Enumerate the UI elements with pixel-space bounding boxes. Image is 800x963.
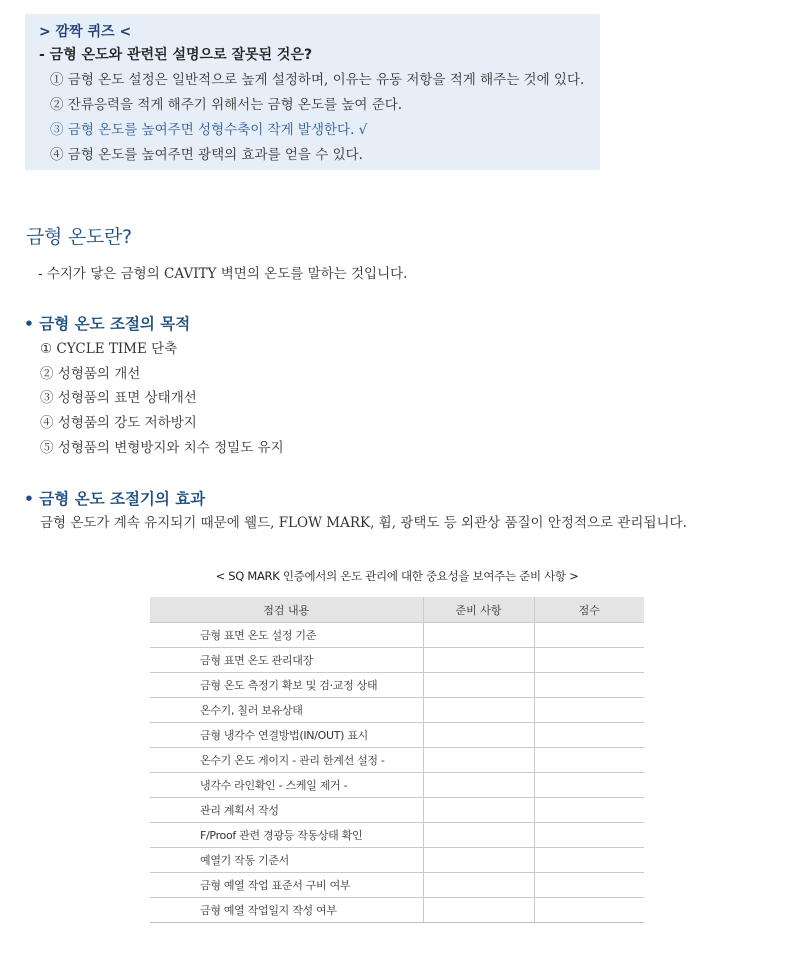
check-item: F/Proof 관련 경광등 작동상태 확인 — [150, 823, 423, 848]
score-cell — [534, 873, 644, 898]
check-item: 금형 예열 작업 표준서 구비 여부 — [150, 873, 423, 898]
check-item: 금형 예열 작업일지 작성 여부 — [150, 898, 423, 923]
check-item: 예열기 작동 기준서 — [150, 848, 423, 873]
table-row — [150, 798, 644, 823]
preparation-cell — [423, 698, 534, 723]
score-cell — [534, 698, 644, 723]
preparation-cell — [423, 648, 534, 673]
quiz-option-4: ④ 금형 온도를 높여주면 광택의 효과를 얻을 수 있다. — [50, 147, 363, 163]
quiz-box — [25, 14, 600, 170]
score-cell — [534, 723, 644, 748]
table-caption: < SQ MARK 인증에서의 온도 관리에 대한 중요성을 보여주는 준비 사항 > — [215, 569, 579, 583]
table-row — [150, 673, 644, 698]
preparation-cell — [423, 848, 534, 873]
preparation-cell — [423, 723, 534, 748]
score-cell — [534, 798, 644, 823]
table-row — [150, 698, 644, 723]
preparation-cell — [423, 623, 534, 648]
list-item: ⑤ 성형품의 변형방지와 치수 정밀도 유지 — [40, 439, 284, 456]
purpose-list — [40, 337, 284, 460]
header-score: 점수 — [534, 597, 644, 623]
quiz-option-2: ② 잔류응력을 적게 해주기 위해서는 금형 온도를 높여 준다. — [50, 97, 403, 113]
header-preparation: 준비 사항 — [423, 597, 534, 623]
table-row — [150, 648, 644, 673]
table-row — [150, 723, 644, 748]
list-item: ② 성형품의 개선 — [40, 365, 141, 382]
check-item: 금형 표면 온도 설정 기준 — [150, 623, 423, 648]
score-cell — [534, 648, 644, 673]
preparation-cell — [423, 823, 534, 848]
score-cell — [534, 898, 644, 923]
definition-heading: 금형 온도란? — [26, 226, 132, 248]
check-item: 온수기 온도 게이지 - 관리 한계선 설정 - — [150, 748, 423, 773]
check-item: 금형 온도 측정기 확보 및 검·교정 상태 — [150, 673, 423, 698]
quiz-question: - 금형 온도와 관련된 설명으로 잘못된 것은? — [39, 47, 313, 63]
table-row — [150, 873, 644, 898]
preparation-cell — [423, 673, 534, 698]
table-row — [150, 773, 644, 798]
table-row — [150, 623, 644, 648]
table-row — [150, 848, 644, 873]
preparation-cell — [423, 898, 534, 923]
table-row — [150, 898, 644, 923]
quiz-title: > 깜짝 퀴즈 < — [39, 24, 132, 40]
checklist-table — [150, 597, 644, 923]
score-cell — [534, 623, 644, 648]
check-item: 관리 계획서 작성 — [150, 798, 423, 823]
preparation-cell — [423, 798, 534, 823]
score-cell — [534, 673, 644, 698]
table-header-row — [150, 597, 644, 623]
preparation-cell — [423, 748, 534, 773]
score-cell — [534, 748, 644, 773]
list-item: ④ 성형품의 강도 저하방지 — [40, 415, 197, 432]
list-item: ① CYCLE TIME 단축 — [40, 341, 178, 357]
check-item: 온수기, 칠러 보유상태 — [150, 698, 423, 723]
check-item: 냉각수 라인확인 - 스케일 제거 - — [150, 773, 423, 798]
check-item: 금형 표면 온도 관리대장 — [150, 648, 423, 673]
list-item: ③ 성형품의 표면 상태개선 — [40, 390, 197, 407]
preparation-cell — [423, 773, 534, 798]
effect-text: 금형 온도가 계속 유지되기 때문에 웰드, FLOW MARK, 휨, 광택도 등 외관상 품질이 안정적으로 관리됩니다. — [40, 515, 687, 531]
header-check-item: 점검 내용 — [150, 597, 423, 623]
preparation-cell — [423, 873, 534, 898]
quiz-option-1: ① 금형 온도 설정은 일반적으로 높게 설정하며, 이유는 유동 저항을 적게 해주는 것에 있다. — [50, 72, 585, 88]
table-row — [150, 748, 644, 773]
effect-heading: • 금형 온도 조절기의 효과 — [24, 490, 206, 508]
score-cell — [534, 823, 644, 848]
quiz-option-3-correct: ③ 금형 온도를 높여주면 성형수축이 작게 발생한다. √ — [50, 122, 368, 138]
table-row — [150, 823, 644, 848]
definition-text: - 수지가 닿은 금형의 CAVITY 벽면의 온도를 말하는 것입니다. — [38, 266, 408, 282]
check-item: 금형 냉각수 연결방법(IN/OUT) 표시 — [150, 723, 423, 748]
purpose-heading: • 금형 온도 조절의 목적 — [24, 315, 191, 333]
score-cell — [534, 848, 644, 873]
score-cell — [534, 773, 644, 798]
